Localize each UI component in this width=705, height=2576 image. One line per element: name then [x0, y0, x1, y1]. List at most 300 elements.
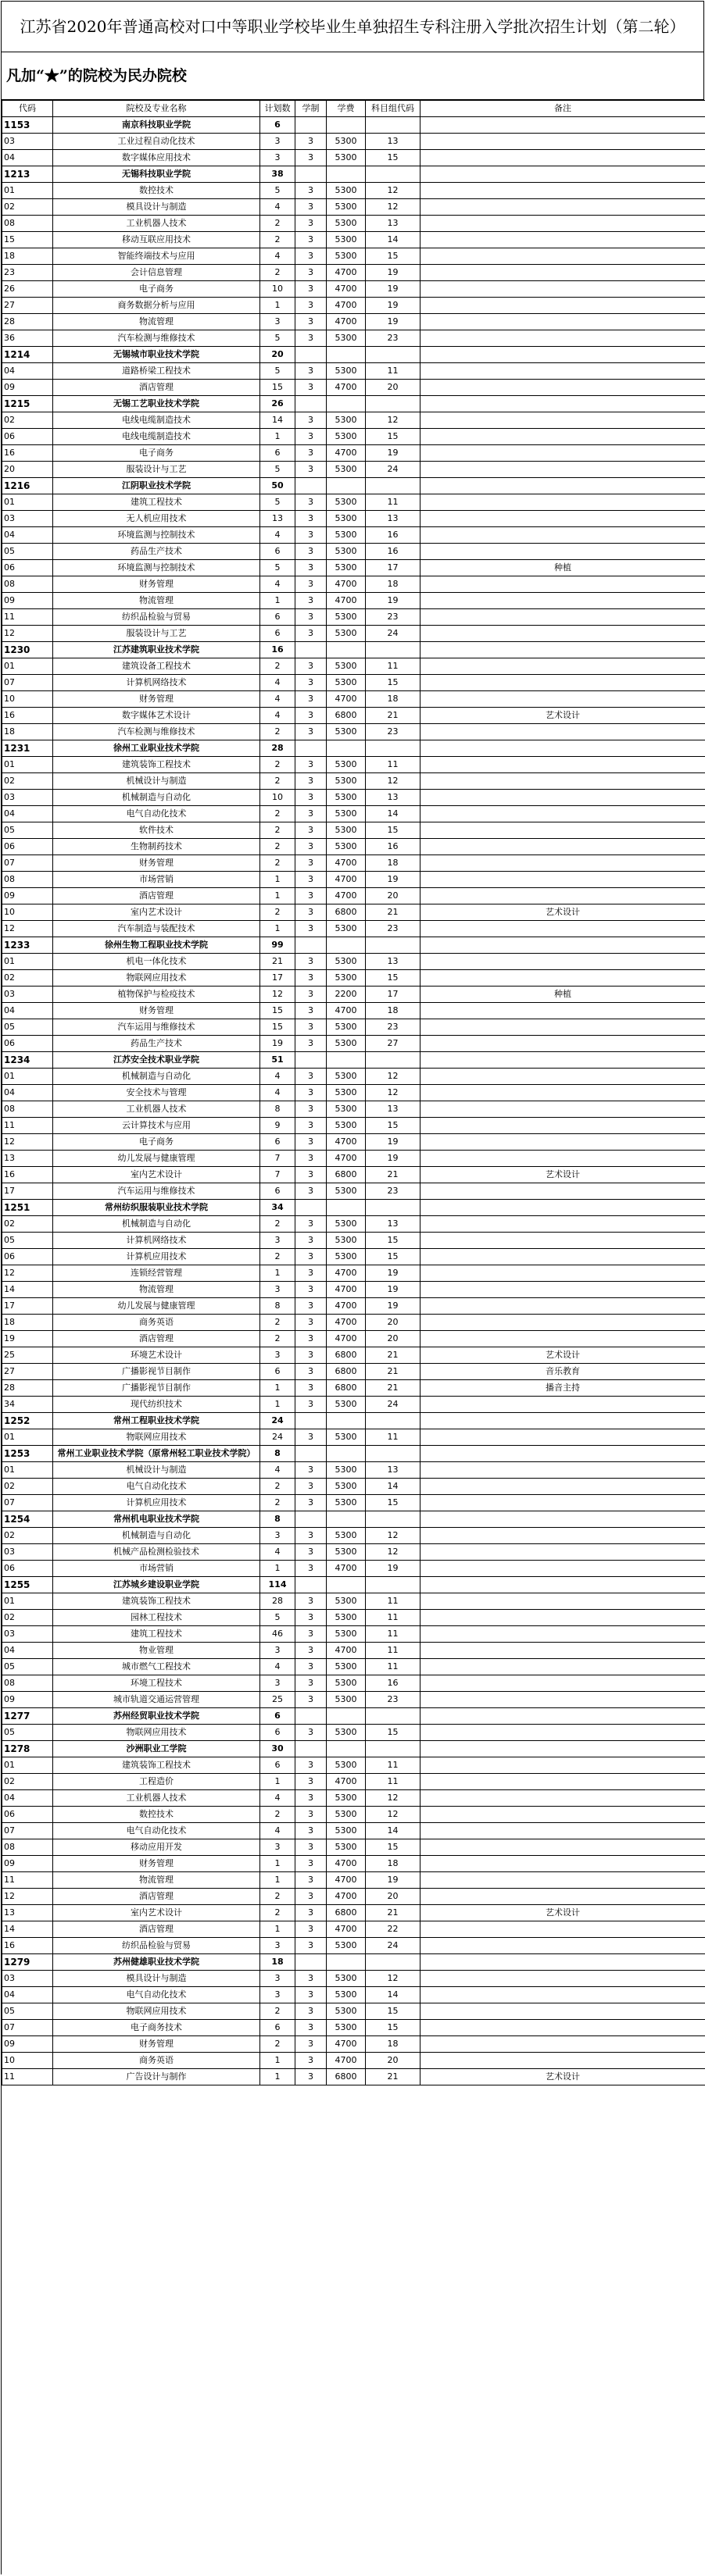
cell-code: 02 — [2, 1610, 53, 1626]
cell-sub: 20 — [366, 1889, 420, 1905]
cell-dur: 3 — [295, 494, 327, 511]
cell-plan: 17 — [260, 970, 295, 987]
table-body — [2, 101, 705, 2085]
cell-name: 商务英语 — [53, 1315, 260, 1331]
cell-plan: 5 — [260, 494, 295, 511]
cell-code: 1213 — [2, 166, 53, 183]
header-duration: 学制 — [295, 101, 327, 117]
cell-sub: 14 — [366, 1823, 420, 1839]
cell-fee — [327, 1511, 366, 1528]
cell-code: 1153 — [2, 117, 53, 134]
cell-sub: 12 — [366, 199, 420, 216]
cell-name: 模具设计与制造 — [53, 1971, 260, 1987]
major-row — [2, 1315, 705, 1331]
cell-name: 财务管理 — [53, 855, 260, 872]
cell-plan: 2 — [260, 1216, 295, 1233]
cell-rem: 种植 — [420, 560, 705, 576]
cell-dur: 3 — [295, 954, 327, 970]
cell-dur: 3 — [295, 2003, 327, 2020]
cell-rem — [420, 216, 705, 232]
header-name: 院校及专业名称 — [53, 101, 260, 117]
cell-fee: 4700 — [327, 691, 366, 708]
major-row — [2, 1069, 705, 1085]
cell-plan: 2 — [260, 658, 295, 675]
cell-sub: 15 — [366, 2020, 420, 2036]
cell-rem — [420, 691, 705, 708]
cell-sub — [366, 347, 420, 363]
cell-rem — [420, 1823, 705, 1839]
cell-fee: 5300 — [327, 1249, 366, 1265]
cell-rem — [420, 445, 705, 462]
cell-dur: 3 — [295, 150, 327, 166]
major-row — [2, 855, 705, 872]
cell-name: 建筑工程技术 — [53, 1626, 260, 1643]
cell-rem — [420, 1331, 705, 1347]
major-row — [2, 1659, 705, 1675]
cell-plan: 10 — [260, 281, 295, 298]
cell-name: 工业机器人技术 — [53, 1790, 260, 1807]
cell-dur — [295, 1446, 327, 1462]
cell-sub — [366, 740, 420, 757]
cell-plan: 1 — [260, 1380, 295, 1397]
major-row — [2, 1216, 705, 1233]
cell-name: 机械设计与制造 — [53, 1462, 260, 1479]
cell-name: 汽车检测与维修技术 — [53, 330, 260, 347]
cell-code: 09 — [2, 593, 53, 609]
major-row — [2, 199, 705, 216]
cell-name: 财务管理 — [53, 1856, 260, 1872]
cell-dur: 3 — [295, 1167, 327, 1183]
cell-sub: 15 — [366, 1249, 420, 1265]
cell-plan: 7 — [260, 1151, 295, 1167]
cell-dur: 3 — [295, 675, 327, 691]
cell-code: 06 — [2, 839, 53, 855]
cell-fee: 5300 — [327, 1971, 366, 1987]
cell-fee: 5300 — [327, 1183, 366, 1200]
cell-code: 02 — [2, 970, 53, 987]
major-row — [2, 1544, 705, 1561]
cell-name: 纺织品检验与贸易 — [53, 609, 260, 626]
cell-rem — [420, 1479, 705, 1495]
cell-sub: 11 — [366, 1774, 420, 1790]
cell-sub: 12 — [366, 1528, 420, 1544]
cell-rem — [420, 675, 705, 691]
cell-code: 1233 — [2, 937, 53, 954]
cell-fee: 4700 — [327, 1315, 366, 1331]
cell-name: 电气自动化技术 — [53, 1987, 260, 2003]
cell-name: 物流管理 — [53, 1282, 260, 1298]
cell-name: 电子商务 — [53, 445, 260, 462]
cell-name: 酒店管理 — [53, 1331, 260, 1347]
cell-sub: 21 — [366, 1347, 420, 1364]
cell-dur: 3 — [295, 1019, 327, 1036]
cell-name: 酒店管理 — [53, 888, 260, 904]
cell-fee — [327, 396, 366, 412]
cell-name: 市场营销 — [53, 1561, 260, 1577]
cell-fee: 5300 — [327, 2020, 366, 2036]
cell-sub: 19 — [366, 1134, 420, 1151]
cell-dur: 3 — [295, 921, 327, 937]
cell-name: 物联网应用技术 — [53, 970, 260, 987]
cell-rem — [420, 248, 705, 265]
cell-sub — [366, 1446, 420, 1462]
cell-fee: 5300 — [327, 1823, 366, 1839]
cell-code: 1278 — [2, 1741, 53, 1757]
cell-sub: 23 — [366, 921, 420, 937]
cell-plan: 15 — [260, 1003, 295, 1019]
cell-code: 05 — [2, 1233, 53, 1249]
cell-fee: 5300 — [327, 429, 366, 445]
cell-code: 28 — [2, 314, 53, 330]
major-row — [2, 1905, 705, 1921]
major-row — [2, 1462, 705, 1479]
cell-plan: 19 — [260, 1036, 295, 1052]
cell-sub: 13 — [366, 134, 420, 150]
cell-code: 34 — [2, 1397, 53, 1413]
cell-name: 徐州工业职业技术学院 — [53, 740, 260, 757]
cell-name: 财务管理 — [53, 2036, 260, 2053]
cell-sub — [366, 1741, 420, 1757]
cell-plan: 3 — [260, 134, 295, 150]
cell-sub: 13 — [366, 1462, 420, 1479]
major-row — [2, 2020, 705, 2036]
cell-plan: 34 — [260, 1200, 295, 1216]
cell-name: 机械制造与自动化 — [53, 790, 260, 806]
major-row — [2, 2036, 705, 2053]
cell-dur — [295, 1052, 327, 1069]
cell-sub: 20 — [366, 888, 420, 904]
cell-dur: 3 — [295, 1069, 327, 1085]
cell-rem — [420, 462, 705, 478]
school-row — [2, 642, 705, 658]
cell-plan: 15 — [260, 380, 295, 396]
cell-name: 常州机电职业技术学院 — [53, 1511, 260, 1528]
cell-dur: 3 — [295, 1856, 327, 1872]
cell-code: 08 — [2, 1101, 53, 1118]
cell-fee: 5300 — [327, 1610, 366, 1626]
cell-sub: 23 — [366, 1019, 420, 1036]
cell-rem — [420, 478, 705, 494]
cell-rem — [420, 576, 705, 593]
cell-plan: 4 — [260, 1069, 295, 1085]
cell-code: 01 — [2, 1593, 53, 1610]
cell-fee: 5300 — [327, 560, 366, 576]
cell-dur: 3 — [295, 1790, 327, 1807]
major-row — [2, 445, 705, 462]
cell-sub — [366, 117, 420, 134]
major-row — [2, 1282, 705, 1298]
school-row — [2, 1708, 705, 1725]
major-row — [2, 1265, 705, 1282]
cell-code: 27 — [2, 298, 53, 314]
school-row — [2, 166, 705, 183]
cell-plan: 13 — [260, 511, 295, 527]
cell-name: 室内艺术设计 — [53, 904, 260, 921]
cell-code: 04 — [2, 1003, 53, 1019]
cell-plan: 5 — [260, 560, 295, 576]
cell-dur: 3 — [295, 757, 327, 773]
cell-dur: 3 — [295, 265, 327, 281]
major-row — [2, 1593, 705, 1610]
cell-rem — [420, 740, 705, 757]
cell-rem — [420, 380, 705, 396]
cell-code: 11 — [2, 1872, 53, 1889]
cell-dur: 3 — [295, 248, 327, 265]
cell-rem — [420, 1249, 705, 1265]
cell-sub: 15 — [366, 1839, 420, 1856]
cell-name: 数字媒体应用技术 — [53, 150, 260, 166]
cell-sub: 18 — [366, 1003, 420, 1019]
school-row — [2, 1446, 705, 1462]
cell-name: 数控技术 — [53, 1807, 260, 1823]
cell-sub: 19 — [366, 1265, 420, 1282]
cell-fee: 5300 — [327, 1626, 366, 1643]
cell-plan: 3 — [260, 150, 295, 166]
cell-name: 建筑工程技术 — [53, 494, 260, 511]
cell-fee: 5300 — [327, 970, 366, 987]
cell-fee: 5300 — [327, 412, 366, 429]
major-row — [2, 265, 705, 281]
cell-code: 12 — [2, 1889, 53, 1905]
cell-dur: 3 — [295, 1889, 327, 1905]
cell-dur: 3 — [295, 1479, 327, 1495]
cell-fee: 6800 — [327, 1364, 366, 1380]
cell-code: 02 — [2, 1479, 53, 1495]
cell-name: 机械设计与制造 — [53, 773, 260, 790]
major-row — [2, 1364, 705, 1380]
cell-dur — [295, 1741, 327, 1757]
cell-plan: 4 — [260, 1085, 295, 1101]
cell-sub: 11 — [366, 1626, 420, 1643]
cell-rem — [420, 1675, 705, 1692]
cell-dur: 3 — [295, 1282, 327, 1298]
cell-rem — [420, 839, 705, 855]
major-row — [2, 1151, 705, 1167]
cell-dur: 3 — [295, 708, 327, 724]
cell-code: 04 — [2, 1790, 53, 1807]
cell-rem — [420, 1315, 705, 1331]
cell-rem — [420, 1593, 705, 1610]
cell-name: 智能终端技术与应用 — [53, 248, 260, 265]
major-row — [2, 626, 705, 642]
cell-code: 09 — [2, 1692, 53, 1708]
cell-rem — [420, 1216, 705, 1233]
cell-fee: 4700 — [327, 593, 366, 609]
cell-fee: 5300 — [327, 1495, 366, 1511]
cell-dur: 3 — [295, 1757, 327, 1774]
major-row — [2, 970, 705, 987]
cell-plan: 5 — [260, 183, 295, 199]
cell-rem — [420, 1413, 705, 1429]
cell-dur: 3 — [295, 1807, 327, 1823]
cell-rem — [420, 790, 705, 806]
cell-name: 会计信息管理 — [53, 265, 260, 281]
cell-code: 25 — [2, 1347, 53, 1364]
cell-code: 1279 — [2, 1954, 53, 1971]
cell-rem — [420, 970, 705, 987]
major-row — [2, 576, 705, 593]
cell-rem — [420, 1134, 705, 1151]
cell-code: 08 — [2, 1675, 53, 1692]
cell-dur: 3 — [295, 544, 327, 560]
cell-plan: 1 — [260, 1872, 295, 1889]
cell-rem: 艺术设计 — [420, 1167, 705, 1183]
cell-code: 03 — [2, 1544, 53, 1561]
cell-dur: 3 — [295, 1315, 327, 1331]
major-row — [2, 822, 705, 839]
cell-name: 财务管理 — [53, 1003, 260, 1019]
major-row — [2, 330, 705, 347]
cell-rem — [420, 1265, 705, 1282]
cell-sub: 13 — [366, 1101, 420, 1118]
cell-name: 药品生产技术 — [53, 1036, 260, 1052]
major-row — [2, 757, 705, 773]
cell-sub: 11 — [366, 494, 420, 511]
major-row — [2, 1757, 705, 1774]
cell-fee: 4700 — [327, 855, 366, 872]
cell-code: 16 — [2, 1938, 53, 1954]
cell-rem — [420, 1725, 705, 1741]
cell-fee: 4700 — [327, 445, 366, 462]
cell-sub — [366, 1708, 420, 1725]
cell-name: 汽车运用与维修技术 — [53, 1183, 260, 1200]
cell-dur: 3 — [295, 462, 327, 478]
cell-rem — [420, 1938, 705, 1954]
cell-sub: 18 — [366, 855, 420, 872]
cell-dur: 3 — [295, 1987, 327, 2003]
cell-plan: 4 — [260, 199, 295, 216]
cell-rem — [420, 1183, 705, 1200]
cell-name: 电子商务 — [53, 281, 260, 298]
cell-code: 12 — [2, 1134, 53, 1151]
cell-dur: 3 — [295, 1085, 327, 1101]
cell-name: 南京科技职业学院 — [53, 117, 260, 134]
major-row — [2, 1823, 705, 1839]
cell-sub: 11 — [366, 1610, 420, 1626]
cell-dur: 3 — [295, 560, 327, 576]
cell-dur: 3 — [295, 1036, 327, 1052]
cell-code: 01 — [2, 1069, 53, 1085]
cell-name: 计算机应用技术 — [53, 1249, 260, 1265]
cell-plan: 6 — [260, 544, 295, 560]
cell-dur: 3 — [295, 2036, 327, 2053]
cell-rem — [420, 1528, 705, 1544]
cell-fee: 5300 — [327, 675, 366, 691]
cell-rem — [420, 1200, 705, 1216]
cell-dur: 3 — [295, 626, 327, 642]
major-row — [2, 560, 705, 576]
cell-plan: 114 — [260, 1577, 295, 1593]
cell-code: 18 — [2, 1315, 53, 1331]
cell-code: 1254 — [2, 1511, 53, 1528]
cell-plan: 3 — [260, 1938, 295, 1954]
cell-dur: 3 — [295, 1921, 327, 1938]
cell-code: 08 — [2, 1839, 53, 1856]
cell-sub: 23 — [366, 1183, 420, 1200]
cell-code: 03 — [2, 1971, 53, 1987]
cell-plan: 1 — [260, 298, 295, 314]
cell-plan: 4 — [260, 576, 295, 593]
cell-dur: 3 — [295, 1725, 327, 1741]
cell-dur: 3 — [295, 1823, 327, 1839]
cell-rem — [420, 888, 705, 904]
cell-code: 01 — [2, 183, 53, 199]
cell-name: 汽车运用与维修技术 — [53, 1019, 260, 1036]
cell-dur — [295, 1577, 327, 1593]
major-row — [2, 1889, 705, 1905]
cell-fee: 5300 — [327, 1544, 366, 1561]
cell-code: 02 — [2, 1528, 53, 1544]
cell-dur: 3 — [295, 134, 327, 150]
major-row — [2, 888, 705, 904]
cell-rem — [420, 183, 705, 199]
cell-name: 物流管理 — [53, 314, 260, 330]
cell-plan: 8 — [260, 1101, 295, 1118]
major-row — [2, 1725, 705, 1741]
cell-sub: 21 — [366, 2069, 420, 2085]
cell-rem: 艺术设计 — [420, 2069, 705, 2085]
cell-name: 环境监测与控制技术 — [53, 560, 260, 576]
cell-dur: 3 — [295, 1692, 327, 1708]
cell-plan: 12 — [260, 987, 295, 1003]
cell-plan: 2 — [260, 806, 295, 822]
cell-name: 工业机器人技术 — [53, 1101, 260, 1118]
cell-sub: 13 — [366, 216, 420, 232]
cell-sub: 15 — [366, 248, 420, 265]
cell-fee — [327, 1200, 366, 1216]
cell-name: 酒店管理 — [53, 1889, 260, 1905]
cell-plan: 3 — [260, 1971, 295, 1987]
cell-sub: 12 — [366, 1971, 420, 1987]
cell-dur: 3 — [295, 1249, 327, 1265]
cell-plan: 2 — [260, 822, 295, 839]
cell-code: 07 — [2, 1495, 53, 1511]
cell-sub: 13 — [366, 790, 420, 806]
cell-plan: 3 — [260, 1282, 295, 1298]
major-row — [2, 412, 705, 429]
cell-rem — [420, 1511, 705, 1528]
cell-plan: 4 — [260, 1462, 295, 1479]
major-row — [2, 527, 705, 544]
cell-rem — [420, 1790, 705, 1807]
cell-sub: 20 — [366, 1331, 420, 1347]
cell-dur: 3 — [295, 888, 327, 904]
cell-name: 苏州健雄职业技术学院 — [53, 1954, 260, 1971]
cell-dur: 3 — [295, 2069, 327, 2085]
cell-sub: 19 — [366, 314, 420, 330]
cell-fee: 4700 — [327, 1003, 366, 1019]
major-row — [2, 691, 705, 708]
cell-name: 酒店管理 — [53, 380, 260, 396]
major-row — [2, 1298, 705, 1315]
cell-dur: 3 — [295, 1659, 327, 1675]
cell-dur: 3 — [295, 1872, 327, 1889]
cell-plan: 5 — [260, 462, 295, 478]
cell-fee: 5300 — [327, 330, 366, 347]
cell-plan: 6 — [260, 1725, 295, 1741]
cell-dur: 3 — [295, 822, 327, 839]
cell-rem — [420, 1708, 705, 1725]
cell-sub: 21 — [366, 1167, 420, 1183]
school-row — [2, 1052, 705, 1069]
cell-dur: 3 — [295, 576, 327, 593]
cell-plan: 1 — [260, 1774, 295, 1790]
cell-sub: 19 — [366, 298, 420, 314]
cell-plan: 50 — [260, 478, 295, 494]
cell-fee: 4700 — [327, 576, 366, 593]
cell-plan: 2 — [260, 1807, 295, 1823]
cell-name: 幼儿发展与健康管理 — [53, 1151, 260, 1167]
